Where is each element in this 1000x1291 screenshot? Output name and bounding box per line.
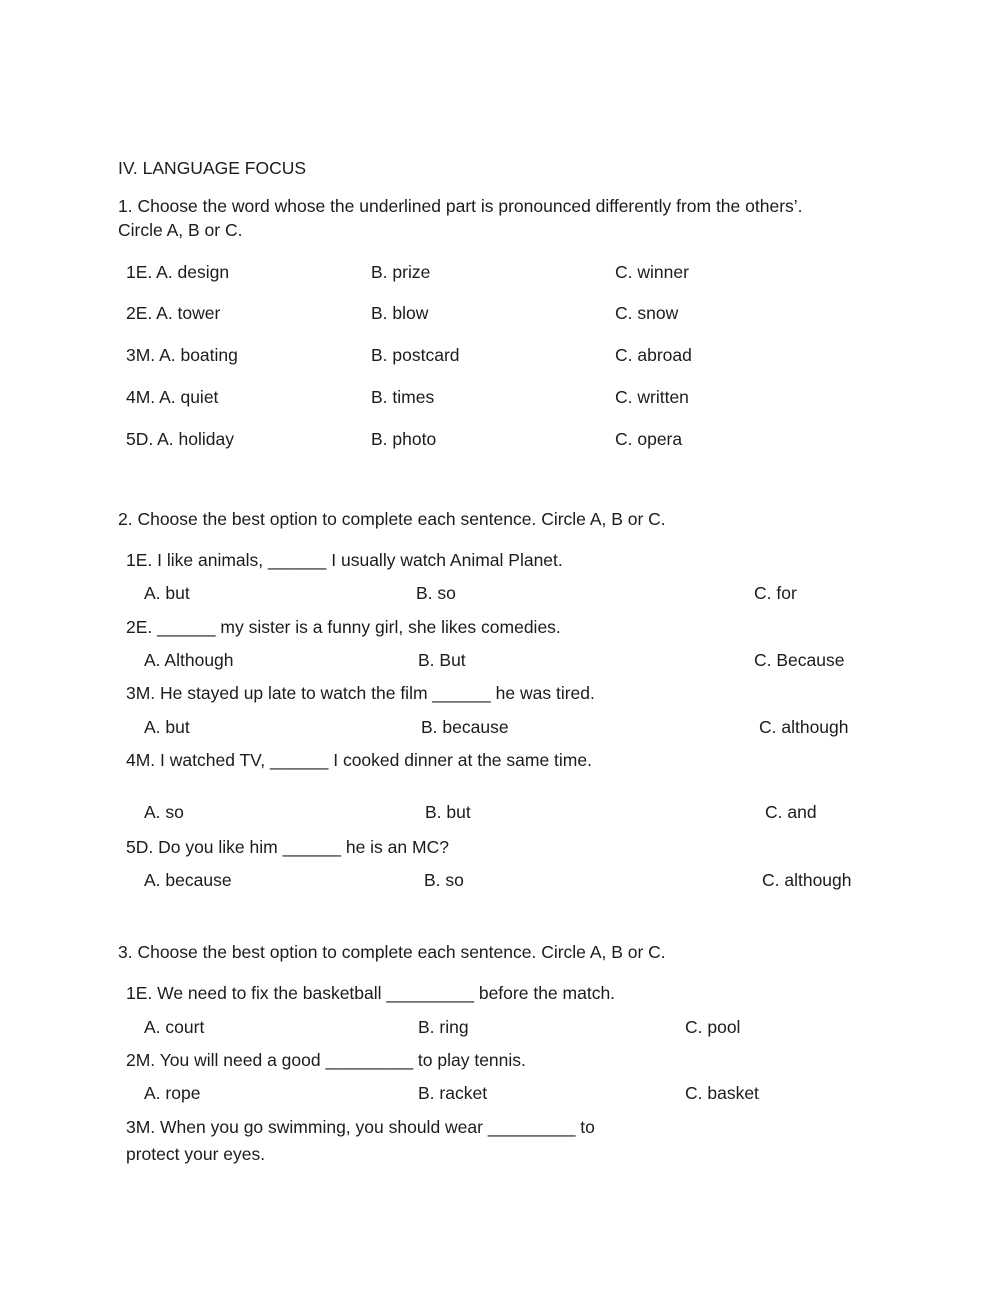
part2-item3-option-c[interactable]: C. although bbox=[759, 717, 849, 737]
part1-instruction-line1: 1. Choose the word whose the underlined part is pronounced differently from the others’. bbox=[118, 196, 803, 216]
part1-item2-option-c[interactable]: C. snow bbox=[615, 303, 679, 323]
part2-item5-question: 5D. Do you like him ______ he is an MC? bbox=[126, 837, 449, 857]
part2-item3-option-b[interactable]: B. because bbox=[421, 717, 509, 737]
part1-item3-option-b[interactable]: B. postcard bbox=[371, 345, 460, 365]
part3-item2-question: 2M. You will need a good _________ to play tennis. bbox=[126, 1050, 526, 1070]
part2-item1-option-b[interactable]: B. so bbox=[416, 583, 456, 603]
part1-item1-option-b[interactable]: B. prize bbox=[371, 262, 431, 282]
part2-item5-option-b[interactable]: B. so bbox=[424, 870, 464, 890]
part1-instruction-line2: Circle A, B or C. bbox=[118, 220, 243, 240]
part2-item4-question: 4M. I watched TV, ______ I cooked dinner at the same time. bbox=[126, 750, 592, 770]
part1-item5-option-b[interactable]: B. photo bbox=[371, 429, 437, 449]
part1-item4-option-b[interactable]: B. times bbox=[371, 387, 435, 407]
part2-item2-option-b[interactable]: B. But bbox=[418, 650, 466, 670]
part2-item5-option-c[interactable]: C. although bbox=[762, 870, 852, 890]
part2-item3-question: 3M. He stayed up late to watch the film ______ he was tired. bbox=[126, 683, 595, 703]
part1-item5-option-c[interactable]: C. opera bbox=[615, 429, 683, 449]
part2-item2-option-a[interactable]: A. Although bbox=[144, 650, 234, 670]
part2-item4-option-c[interactable]: C. and bbox=[765, 802, 817, 822]
part3-item2-option-c[interactable]: C. basket bbox=[685, 1083, 759, 1103]
part3-item3-question-line1: 3M. When you go swimming, you should wear _________ to bbox=[126, 1117, 595, 1137]
part3-item1-question: 1E. We need to fix the basketball _________ before the match. bbox=[126, 983, 616, 1003]
part1-item1-option-c[interactable]: C. winner bbox=[615, 262, 689, 282]
part2-item1-question: 1E. I like animals, ______ I usually watch Animal Planet. bbox=[126, 550, 563, 570]
part3-item1-option-c[interactable]: C. pool bbox=[685, 1017, 741, 1037]
part2-item2-option-c[interactable]: C. Because bbox=[754, 650, 845, 670]
part2-item3-option-a[interactable]: A. but bbox=[144, 717, 190, 737]
part1-item2-option-b[interactable]: B. blow bbox=[371, 303, 429, 323]
part1-item5-option-a[interactable]: 5D. A. holiday bbox=[126, 429, 234, 449]
part3-item3-question-line2: protect your eyes. bbox=[126, 1144, 266, 1164]
part1-item2-option-a[interactable]: 2E. A. tower bbox=[126, 303, 221, 323]
part3-instruction: 3. Choose the best option to complete each sentence. Circle A, B or C. bbox=[118, 942, 666, 962]
part1-item1-option-a[interactable]: 1E. A. design bbox=[126, 262, 230, 282]
part3-item1-option-a[interactable]: A. court bbox=[144, 1017, 205, 1037]
part2-item2-question: 2E. ______ my sister is a funny girl, she likes comedies. bbox=[126, 617, 561, 637]
part1-item3-option-a[interactable]: 3M. A. boating bbox=[126, 345, 238, 365]
part1-item4-option-a[interactable]: 4M. A. quiet bbox=[126, 387, 219, 407]
part3-item1-option-b[interactable]: B. ring bbox=[418, 1017, 469, 1037]
part2-item5-option-a[interactable]: A. because bbox=[144, 870, 232, 890]
part1-item3-option-c[interactable]: C. abroad bbox=[615, 345, 692, 365]
part3-item2-option-b[interactable]: B. racket bbox=[418, 1083, 488, 1103]
part2-item4-option-b[interactable]: B. but bbox=[425, 802, 471, 822]
part2-item1-option-a[interactable]: A. but bbox=[144, 583, 190, 603]
part2-item1-option-c[interactable]: C. for bbox=[754, 583, 797, 603]
part2-item4-option-a[interactable]: A. so bbox=[144, 802, 184, 822]
part1-item4-option-c[interactable]: C. written bbox=[615, 387, 689, 407]
section-title: IV. LANGUAGE FOCUS bbox=[118, 158, 307, 178]
part2-instruction: 2. Choose the best option to complete each sentence. Circle A, B or C. bbox=[118, 509, 666, 529]
part3-item2-option-a[interactable]: A. rope bbox=[144, 1083, 201, 1103]
